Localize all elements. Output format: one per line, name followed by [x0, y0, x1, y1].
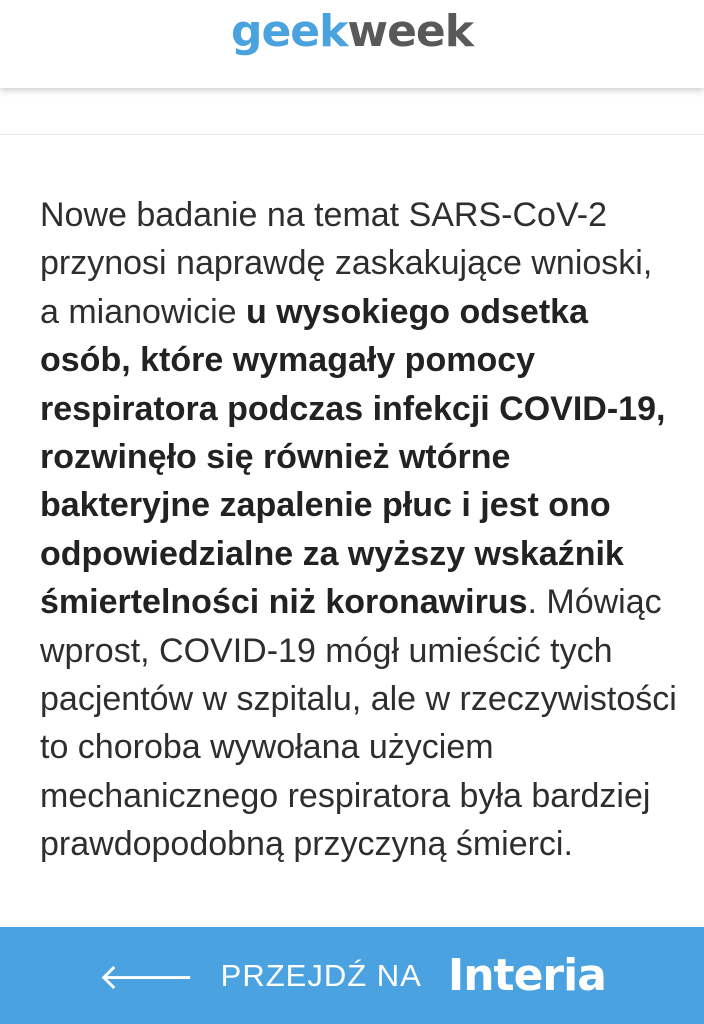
article-outro: . Mówiąc wprost, COVID-19 mógł umieścić tych pacjentów w szpitalu, ale w rzeczywistości to choroba wywołana użyciem mechanicznego respiratora była bardziej prawdopodobną przyczyną śmierci. — [40, 583, 677, 864]
divider — [0, 134, 704, 135]
geekweek-logo[interactable] — [230, 6, 474, 57]
go-to-interia-button[interactable] — [0, 927, 704, 1024]
article-bold-text: u wysokiego odsetka osób, które wymagały pomocy respiratora podczas infekcji COVID-19, rozwinęło się również wtórne bakteryjne zapalenie płuc i jest ono odpowiedzialne za wyższy wskaźnik śmiertelności niż koronawirus — [40, 292, 666, 622]
article-intro: Nowe badanie na temat SARS-CoV-2 przynosi naprawdę zaskakujące wnioski, a mianowicie — [40, 196, 653, 331]
app-header — [0, 0, 704, 88]
logo-week-text: week — [347, 6, 474, 57]
interia-logo: Interia — [447, 950, 606, 1001]
logo-geek-text: geek — [230, 6, 348, 57]
article-paragraph — [40, 191, 680, 869]
arrow-left-icon: 🡐 — [98, 956, 195, 998]
go-to-label: PRZEJDŹ NA — [220, 957, 422, 993]
